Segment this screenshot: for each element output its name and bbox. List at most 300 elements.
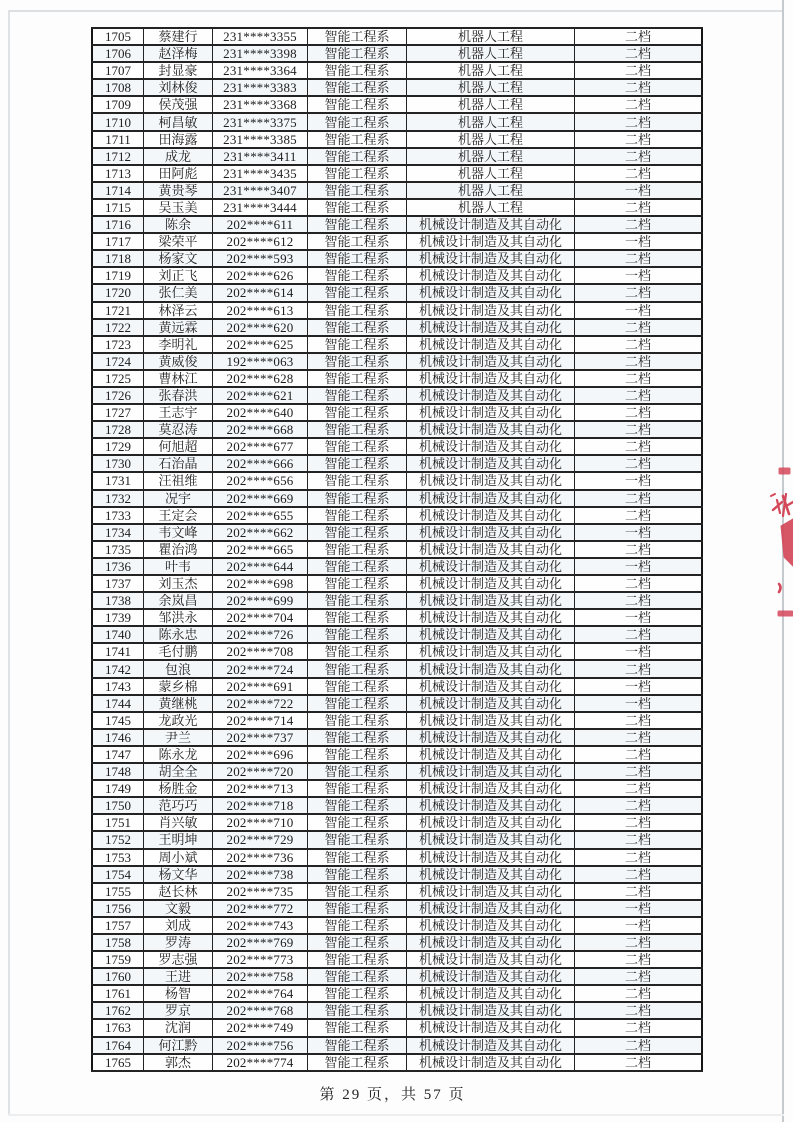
student-id-cell: 202****720: [213, 763, 308, 780]
name-cell: 刘正飞: [144, 267, 213, 284]
serial-cell: 1751: [92, 814, 144, 831]
name-cell: 范巧巧: [144, 797, 213, 814]
student-id-cell: 202****737: [213, 729, 308, 746]
major-cell: 机器人工程: [407, 182, 575, 199]
tier-cell: 一档: [575, 267, 703, 284]
serial-cell: 1749: [92, 780, 144, 797]
name-cell: 田阿彪: [144, 165, 213, 182]
student-id-cell: 202****743: [213, 917, 308, 934]
table-row: [92, 28, 702, 45]
name-cell: 何旭超: [144, 438, 213, 455]
major-cell: 机械设计制造及其自动化: [407, 490, 575, 507]
table-row: [92, 404, 702, 421]
table-row: [92, 831, 702, 848]
major-cell: 机械设计制造及其自动化: [407, 558, 575, 575]
tier-cell: 二档: [575, 763, 703, 780]
major-cell: 机械设计制造及其自动化: [407, 746, 575, 763]
major-cell: 机械设计制造及其自动化: [407, 370, 575, 387]
table-row: [92, 131, 702, 148]
tier-cell: 一档: [575, 472, 703, 489]
major-cell: 机械设计制造及其自动化: [407, 1037, 575, 1054]
department-cell: 智能工程系: [308, 336, 407, 353]
serial-cell: 1722: [92, 319, 144, 336]
student-id-cell: 202****710: [213, 814, 308, 831]
table-row: [92, 797, 702, 814]
department-cell: 智能工程系: [308, 45, 407, 62]
major-cell: 机械设计制造及其自动化: [407, 643, 575, 660]
tier-cell: 一档: [575, 609, 703, 626]
serial-cell: 1763: [92, 1019, 144, 1036]
major-cell: 机械设计制造及其自动化: [407, 387, 575, 404]
department-cell: 智能工程系: [308, 968, 407, 985]
major-cell: 机械设计制造及其自动化: [407, 438, 575, 455]
table-row: [92, 438, 702, 455]
major-cell: 机械设计制造及其自动化: [407, 267, 575, 284]
serial-cell: 1715: [92, 199, 144, 216]
student-id-cell: 202****698: [213, 575, 308, 592]
name-cell: 刘林俊: [144, 79, 213, 96]
major-cell: 机械设计制造及其自动化: [407, 917, 575, 934]
department-cell: 智能工程系: [308, 883, 407, 900]
tier-cell: 二档: [575, 592, 703, 609]
serial-cell: 1741: [92, 643, 144, 660]
student-id-cell: 202****644: [213, 558, 308, 575]
major-cell: 机器人工程: [407, 45, 575, 62]
table-row: [92, 866, 702, 883]
department-cell: 智能工程系: [308, 182, 407, 199]
name-cell: 石治晶: [144, 455, 213, 472]
table-row: [92, 541, 702, 558]
student-id-cell: 202****768: [213, 1002, 308, 1019]
department-cell: 智能工程系: [308, 387, 407, 404]
department-cell: 智能工程系: [308, 660, 407, 677]
student-id-cell: 202****758: [213, 968, 308, 985]
name-cell: 黄威俊: [144, 353, 213, 370]
red-seal-fragment-icon: [769, 458, 793, 633]
student-id-cell: 231****3444: [213, 199, 308, 216]
name-cell: 杨文华: [144, 866, 213, 883]
table-row: [92, 849, 702, 866]
department-cell: 智能工程系: [308, 250, 407, 267]
tier-cell: 一档: [575, 558, 703, 575]
student-id-cell: 202****774: [213, 1054, 308, 1071]
table-row: [92, 883, 702, 900]
student-id-cell: 202****704: [213, 609, 308, 626]
department-cell: 智能工程系: [308, 541, 407, 558]
major-cell: 机械设计制造及其自动化: [407, 951, 575, 968]
major-cell: 机械设计制造及其自动化: [407, 626, 575, 643]
student-id-cell: 231****3364: [213, 62, 308, 79]
name-cell: 刘成: [144, 917, 213, 934]
serial-cell: 1746: [92, 729, 144, 746]
department-cell: 智能工程系: [308, 712, 407, 729]
table-row: [92, 1054, 702, 1071]
tier-cell: 二档: [575, 131, 703, 148]
tier-cell: 二档: [575, 780, 703, 797]
student-id-cell: 202****699: [213, 592, 308, 609]
department-cell: 智能工程系: [308, 404, 407, 421]
table-row: [92, 216, 702, 233]
student-id-cell: 202****611: [213, 216, 308, 233]
serial-cell: 1707: [92, 62, 144, 79]
table-row: [92, 678, 702, 695]
student-id-cell: 202****756: [213, 1037, 308, 1054]
name-cell: 田海露: [144, 131, 213, 148]
serial-cell: 1727: [92, 404, 144, 421]
major-cell: 机械设计制造及其自动化: [407, 284, 575, 301]
table-row: [92, 284, 702, 301]
major-cell: 机械设计制造及其自动化: [407, 302, 575, 319]
table-row: [92, 370, 702, 387]
table-row: [92, 387, 702, 404]
tier-cell: 二档: [575, 490, 703, 507]
student-id-cell: 202****714: [213, 712, 308, 729]
serial-cell: 1712: [92, 148, 144, 165]
name-cell: 成龙: [144, 148, 213, 165]
department-cell: 智能工程系: [308, 370, 407, 387]
name-cell: 况宇: [144, 490, 213, 507]
department-cell: 智能工程系: [308, 1054, 407, 1071]
name-cell: 陈永忠: [144, 626, 213, 643]
name-cell: 毛付鹏: [144, 643, 213, 660]
name-cell: 蒙乡棉: [144, 678, 213, 695]
tier-cell: 二档: [575, 113, 703, 130]
major-cell: 机械设计制造及其自动化: [407, 233, 575, 250]
serial-cell: 1762: [92, 1002, 144, 1019]
major-cell: 机械设计制造及其自动化: [407, 660, 575, 677]
major-cell: 机械设计制造及其自动化: [407, 1019, 575, 1036]
tier-cell: 二档: [575, 387, 703, 404]
student-id-cell: 202****666: [213, 455, 308, 472]
name-cell: 赵泽梅: [144, 45, 213, 62]
major-cell: 机械设计制造及其自动化: [407, 250, 575, 267]
student-id-cell: 202****722: [213, 695, 308, 712]
tier-cell: 二档: [575, 370, 703, 387]
major-cell: 机械设计制造及其自动化: [407, 455, 575, 472]
department-cell: 智能工程系: [308, 490, 407, 507]
student-id-cell: 202****626: [213, 267, 308, 284]
department-cell: 智能工程系: [308, 302, 407, 319]
page-edge-right: [782, 0, 784, 1122]
tier-cell: 二档: [575, 797, 703, 814]
table-row: [92, 233, 702, 250]
table-row: [92, 62, 702, 79]
serial-cell: 1737: [92, 575, 144, 592]
page-edge-bottom: [8, 1114, 784, 1116]
student-grade-table: [91, 27, 703, 1072]
serial-cell: 1759: [92, 951, 144, 968]
table-row: [92, 951, 702, 968]
tier-cell: 一档: [575, 917, 703, 934]
name-cell: 王志宇: [144, 404, 213, 421]
department-cell: 智能工程系: [308, 1037, 407, 1054]
name-cell: 包浪: [144, 660, 213, 677]
table-row: [92, 182, 702, 199]
serial-cell: 1755: [92, 883, 144, 900]
name-cell: 尹兰: [144, 729, 213, 746]
table-row: [92, 336, 702, 353]
department-cell: 智能工程系: [308, 797, 407, 814]
table-row: [92, 472, 702, 489]
tier-cell: 二档: [575, 165, 703, 182]
name-cell: 王进: [144, 968, 213, 985]
table-row: [92, 113, 702, 130]
table-row: [92, 45, 702, 62]
name-cell: 周小斌: [144, 849, 213, 866]
student-id-cell: 202****620: [213, 319, 308, 336]
major-cell: 机械设计制造及其自动化: [407, 472, 575, 489]
department-cell: 智能工程系: [308, 558, 407, 575]
serial-cell: 1756: [92, 900, 144, 917]
student-id-cell: 231****3385: [213, 131, 308, 148]
department-cell: 智能工程系: [308, 62, 407, 79]
major-cell: 机械设计制造及其自动化: [407, 353, 575, 370]
table-row: [92, 934, 702, 951]
tier-cell: 二档: [575, 951, 703, 968]
student-id-cell: 202****614: [213, 284, 308, 301]
department-cell: 智能工程系: [308, 455, 407, 472]
tier-cell: 一档: [575, 643, 703, 660]
major-cell: 机器人工程: [407, 96, 575, 113]
student-id-cell: 231****3355: [213, 28, 308, 45]
major-cell: 机械设计制造及其自动化: [407, 831, 575, 848]
tier-cell: 二档: [575, 336, 703, 353]
tier-cell: 二档: [575, 729, 703, 746]
serial-cell: 1753: [92, 849, 144, 866]
serial-cell: 1765: [92, 1054, 144, 1071]
serial-cell: 1713: [92, 165, 144, 182]
table-row: [92, 165, 702, 182]
department-cell: 智能工程系: [308, 609, 407, 626]
serial-cell: 1740: [92, 626, 144, 643]
serial-cell: 1752: [92, 831, 144, 848]
major-cell: 机械设计制造及其自动化: [407, 712, 575, 729]
department-cell: 智能工程系: [308, 917, 407, 934]
major-cell: 机器人工程: [407, 62, 575, 79]
major-cell: 机械设计制造及其自动化: [407, 678, 575, 695]
name-cell: 罗志强: [144, 951, 213, 968]
student-id-cell: 202****738: [213, 866, 308, 883]
table-row: [92, 421, 702, 438]
major-cell: 机械设计制造及其自动化: [407, 592, 575, 609]
department-cell: 智能工程系: [308, 438, 407, 455]
tier-cell: 二档: [575, 746, 703, 763]
department-cell: 智能工程系: [308, 678, 407, 695]
name-cell: 瞿治鸿: [144, 541, 213, 558]
student-id-cell: 202****772: [213, 900, 308, 917]
major-cell: 机械设计制造及其自动化: [407, 883, 575, 900]
student-id-cell: 202****713: [213, 780, 308, 797]
tier-cell: 二档: [575, 250, 703, 267]
serial-cell: 1750: [92, 797, 144, 814]
major-cell: 机械设计制造及其自动化: [407, 1054, 575, 1071]
student-id-cell: 202****736: [213, 849, 308, 866]
student-id-cell: 202****696: [213, 746, 308, 763]
name-cell: 罗京: [144, 1002, 213, 1019]
department-cell: 智能工程系: [308, 866, 407, 883]
table-row: [92, 968, 702, 985]
serial-cell: 1738: [92, 592, 144, 609]
name-cell: 余岚昌: [144, 592, 213, 609]
student-id-cell: 202****708: [213, 643, 308, 660]
tier-cell: 一档: [575, 695, 703, 712]
serial-cell: 1754: [92, 866, 144, 883]
major-cell: 机械设计制造及其自动化: [407, 934, 575, 951]
tier-cell: 二档: [575, 1019, 703, 1036]
name-cell: 张仁美: [144, 284, 213, 301]
serial-cell: 1758: [92, 934, 144, 951]
serial-cell: 1705: [92, 28, 144, 45]
serial-cell: 1716: [92, 216, 144, 233]
serial-cell: 1709: [92, 96, 144, 113]
major-cell: 机械设计制造及其自动化: [407, 900, 575, 917]
table-row: [92, 763, 702, 780]
student-id-cell: 202****691: [213, 678, 308, 695]
student-id-cell: 192****063: [213, 353, 308, 370]
major-cell: 机械设计制造及其自动化: [407, 575, 575, 592]
table-row: [92, 490, 702, 507]
major-cell: 机械设计制造及其自动化: [407, 404, 575, 421]
table-row: [92, 250, 702, 267]
tier-cell: 一档: [575, 524, 703, 541]
name-cell: 赵长林: [144, 883, 213, 900]
student-id-cell: 202****735: [213, 883, 308, 900]
student-id-cell: 231****3375: [213, 113, 308, 130]
major-cell: 机械设计制造及其自动化: [407, 763, 575, 780]
table-row: [92, 609, 702, 626]
serial-cell: 1734: [92, 524, 144, 541]
serial-cell: 1723: [92, 336, 144, 353]
department-cell: 智能工程系: [308, 199, 407, 216]
serial-cell: 1745: [92, 712, 144, 729]
serial-cell: 1764: [92, 1037, 144, 1054]
table-row: [92, 780, 702, 797]
department-cell: 智能工程系: [308, 1019, 407, 1036]
department-cell: 智能工程系: [308, 643, 407, 660]
tier-cell: 二档: [575, 79, 703, 96]
major-cell: 机械设计制造及其自动化: [407, 541, 575, 558]
name-cell: 肖兴敏: [144, 814, 213, 831]
student-id-cell: 202****612: [213, 233, 308, 250]
department-cell: 智能工程系: [308, 900, 407, 917]
student-id-cell: 202****769: [213, 934, 308, 951]
tier-cell: 二档: [575, 1002, 703, 1019]
serial-cell: 1731: [92, 472, 144, 489]
major-cell: 机械设计制造及其自动化: [407, 507, 575, 524]
tier-cell: 二档: [575, 404, 703, 421]
student-id-cell: 202****640: [213, 404, 308, 421]
student-id-cell: 202****628: [213, 370, 308, 387]
tier-cell: 一档: [575, 900, 703, 917]
department-cell: 智能工程系: [308, 831, 407, 848]
name-cell: 胡全全: [144, 763, 213, 780]
department-cell: 智能工程系: [308, 626, 407, 643]
table-row: [92, 712, 702, 729]
table-row: [92, 199, 702, 216]
department-cell: 智能工程系: [308, 216, 407, 233]
serial-cell: 1708: [92, 79, 144, 96]
name-cell: 王定会: [144, 507, 213, 524]
tier-cell: 二档: [575, 1037, 703, 1054]
name-cell: 黄继桃: [144, 695, 213, 712]
serial-cell: 1721: [92, 302, 144, 319]
name-cell: 李明礼: [144, 336, 213, 353]
major-cell: 机械设计制造及其自动化: [407, 609, 575, 626]
major-cell: 机械设计制造及其自动化: [407, 319, 575, 336]
department-cell: 智能工程系: [308, 780, 407, 797]
tier-cell: 一档: [575, 233, 703, 250]
student-id-cell: 202****656: [213, 472, 308, 489]
major-cell: 机器人工程: [407, 148, 575, 165]
name-cell: 邹洪永: [144, 609, 213, 626]
student-id-cell: 202****621: [213, 387, 308, 404]
tier-cell: 二档: [575, 62, 703, 79]
table-row: [92, 695, 702, 712]
table-row: [92, 1037, 702, 1054]
tier-cell: 二档: [575, 421, 703, 438]
major-cell: 机器人工程: [407, 79, 575, 96]
name-cell: 韦文峰: [144, 524, 213, 541]
table-row: [92, 353, 702, 370]
table-row: [92, 900, 702, 917]
major-cell: 机器人工程: [407, 199, 575, 216]
serial-cell: 1729: [92, 438, 144, 455]
tier-cell: 二档: [575, 353, 703, 370]
department-cell: 智能工程系: [308, 746, 407, 763]
table-row: [92, 729, 702, 746]
serial-cell: 1732: [92, 490, 144, 507]
tier-cell: 二档: [575, 985, 703, 1002]
name-cell: 黄远霖: [144, 319, 213, 336]
major-cell: 机械设计制造及其自动化: [407, 216, 575, 233]
name-cell: 侯茂强: [144, 96, 213, 113]
name-cell: 陈永龙: [144, 746, 213, 763]
name-cell: 龙政光: [144, 712, 213, 729]
student-id-cell: 231****3435: [213, 165, 308, 182]
tier-cell: 二档: [575, 968, 703, 985]
department-cell: 智能工程系: [308, 96, 407, 113]
name-cell: 沈润: [144, 1019, 213, 1036]
student-id-cell: 202****773: [213, 951, 308, 968]
serial-cell: 1757: [92, 917, 144, 934]
major-cell: 机器人工程: [407, 113, 575, 130]
student-id-cell: 202****668: [213, 421, 308, 438]
tier-cell: 二档: [575, 814, 703, 831]
major-cell: 机械设计制造及其自动化: [407, 421, 575, 438]
tier-cell: 一档: [575, 182, 703, 199]
serial-cell: 1717: [92, 233, 144, 250]
department-cell: 智能工程系: [308, 472, 407, 489]
department-cell: 智能工程系: [308, 814, 407, 831]
table-row: [92, 985, 702, 1002]
major-cell: 机械设计制造及其自动化: [407, 968, 575, 985]
department-cell: 智能工程系: [308, 421, 407, 438]
serial-cell: 1744: [92, 695, 144, 712]
name-cell: 刘玉杰: [144, 575, 213, 592]
serial-cell: 1728: [92, 421, 144, 438]
department-cell: 智能工程系: [308, 507, 407, 524]
table-row: [92, 302, 702, 319]
department-cell: 智能工程系: [308, 524, 407, 541]
tier-cell: 二档: [575, 575, 703, 592]
tier-cell: 二档: [575, 831, 703, 848]
student-grade-table-body: [92, 28, 702, 1071]
major-cell: 机械设计制造及其自动化: [407, 849, 575, 866]
name-cell: 王明坤: [144, 831, 213, 848]
tier-cell: 二档: [575, 96, 703, 113]
tier-cell: 二档: [575, 199, 703, 216]
table-row: [92, 643, 702, 660]
